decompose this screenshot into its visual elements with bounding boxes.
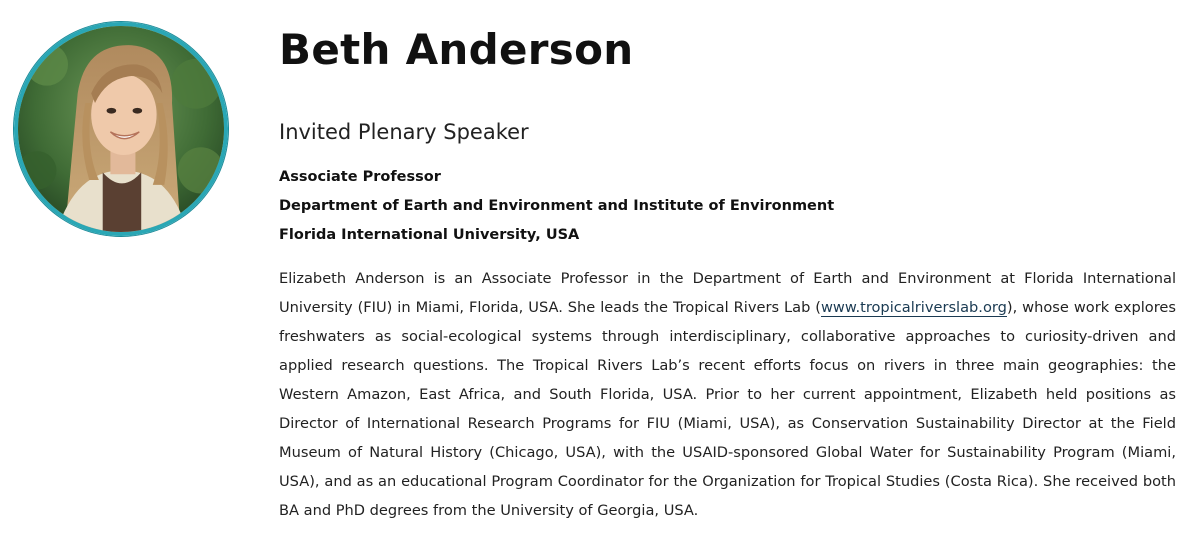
speaker-role: Invited Plenary Speaker <box>279 120 529 144</box>
speaker-photo <box>14 22 228 236</box>
speaker-biography <box>279 264 1176 525</box>
speaker-name: Beth Anderson <box>279 25 634 74</box>
academic-title: Associate Professor <box>279 169 441 185</box>
speaker-profile <box>279 22 1176 540</box>
bio-text-before-link: Elizabeth Anderson is an Associate Professor in the Department of Earth and Environment at Florida International University (FIU) in Miami, Florida, USA. She leads the Tropical Rivers Lab ( <box>279 270 1176 316</box>
lab-website-link[interactable]: www.tropicalriverslab.org <box>821 299 1007 316</box>
affiliation-block <box>279 163 1176 250</box>
department-name: Department of Earth and Environment and Institute of Environment <box>279 198 835 214</box>
bio-text-after-link: ), whose work explores freshwaters as social-ecological systems through interdisciplinary, collaborative approaches to curiosity-driven and applied research questions. The Tropical Rivers Lab’s recent efforts focus on rivers in three main geographies: the Western Amazon, East Africa, and South Florida, USA. Prior to her current appointment, Elizabeth held positions as Director of International Research Programs for FIU (Miami, USA), as Conservation Sustainability Director at the Field Museum of Natural History (Chicago, USA), with the USAID-sponsored Global Water for Sustainability Program (Miami, USA), and as an educational Program Coordinator for the Organization for Tropical Studies (Costa Rica). She received both BA and PhD degrees from the University of Georgia, USA. <box>279 299 1176 519</box>
university-name: Florida International University, USA <box>279 227 580 243</box>
speaker-portrait-image <box>18 26 224 232</box>
